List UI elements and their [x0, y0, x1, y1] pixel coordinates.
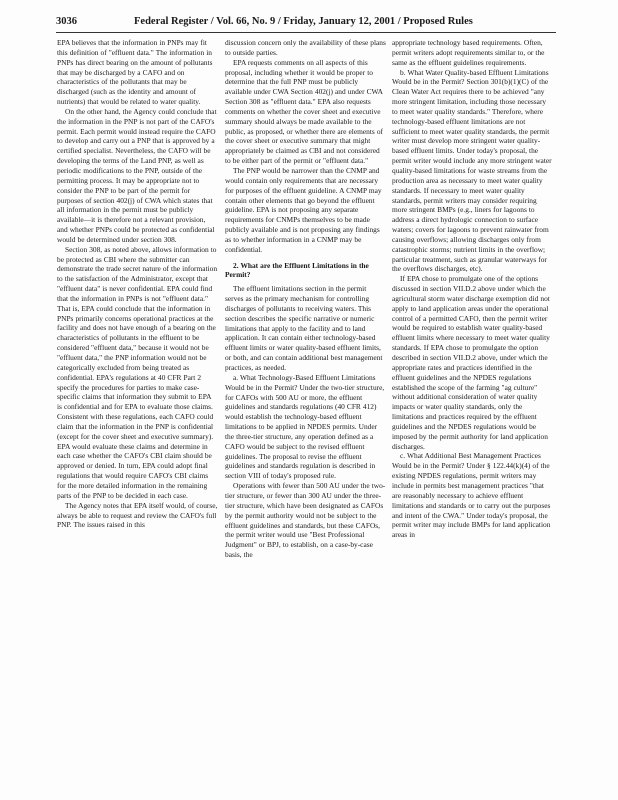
paragraph: c. What Additional Best Management Practices Would be in the Permit? Under § 122.44(k)(4) of the existing NPDES regulations, permit writers may include in permits best management practices "that are reasonably necessary to achieve effluent limitations and standards or to carry out the purposes and intent of the CWA." Under today's proposal, the permit writer may include BMPs for land application areas in — [392, 451, 551, 540]
paragraph: Operations with fewer than 500 AU under the two-tier structure, or fewer than 300 AU under the three-tier structure, which have been designated as CAFOs by the permit authority would not be subject to the effluent guidelines and standards, but these CAFOs, the permit writer would use "Best Professional Judgment" or BPJ, to establish, on a case-by-case basis, the — [225, 481, 386, 560]
paragraph: If EPA chose to promulgate one of the options discussed in section VII.D.2 above under which the agricultural storm water discharge exemption did not apply to land application areas under the operational control of a permitted CAFO, then the permit writer would be required to establish water quality-based effluent limits where necessary to meet water quality standards. If EPA chose to promulgate the option described in section VII.D.2 above, under which the appropriate rates and practices identified in the effluent guidelines and the NPDES regulations established the scope of the farming "ag culture" without additional consideration of water quality impacts or water quality standards, only the limitations and practices required by the effluent guidelines and the NPDES regulations would be imposed by the permit authority for land application discharges. — [392, 274, 550, 451]
paragraph: The effluent limitations section in the permit serves as the primary mechanism for controlling discharges of pollutants to receiving waters. This section describes the specific narrative or numeric limitations that apply to the facility and to land application. It can contain either technology-based effluent limits or water quality-based effluent limits, or both, and can contain additional best management practices, as needed. — [225, 284, 383, 372]
paragraph: EPA requests comments on all aspects of this proposal, including whether it would be proper to determine that the full PNP must be publicly available under CWA Section 402(j) and under CWA Section 308 as "effluent data." EPA also requests comments on whether the cover sheet and executive summary should always be made available to the public, as proposed, or whether there are elements of the cover sheet or executive summary that might appropriately be claimed as CBI and not considered to be either part of the permit or "effluent data." — [225, 57, 383, 166]
paragraph: Section 308, as noted above, allows information to be protected as CBI where the submitter can demonstrate the trade secret nature of the information to the satisfaction of the Administrator, except that "effluent data" is never confidential. EPA could find that the information in PNPs is not "effluent data." That is, EPA could conclude that the information in PNPs primarily concerns operational practices at the facility and does not have enough of a bearing on the characteristics of pollutants in the effluent to be considered "effluent data," because it would not be "effluent data," the PNP information would not be categorically excluded from being treated as confidential. EPA's regulations at 40 CFR Part 2 specify the procedures for parties to make case-specific claims that information they submit to EPA is confidential and for EPA to evaluate those claims. Consistent with these regulations, each CAFO could claim that the information in the PNP is confidential (except for the cover sheet and executive summary). EPA would evaluate these claims and determine in each case whether the CAFO's CBI claim should be approved or denied. In turn, EPA could adopt final regulations that would require CAFO's CBI claims for the more detailed information in the remaining parts of the PNP to be decided in each case. — [57, 244, 218, 500]
section-heading: 2. What are the Effluent Limitations in the Permit? — [225, 260, 369, 280]
text-column-2 — [225, 38, 386, 788]
paragraph: The Agency notes that EPA itself would, of course, always be able to request and review the CAFO's full PNP. The issues raised in this — [57, 500, 218, 530]
running-title: Federal Register / Vol. 66, No. 9 / Friday, January 12, 2001 / Proposed Rules — [134, 16, 473, 27]
paragraph: discussion concern only the availability of these plans to outside parties. — [225, 38, 386, 57]
paragraph: a. What Technology-Based Effluent Limitations Would be in the Permit? Under the two-tier structure, for CAFOs with 500 AU or more, the effluent guidelines and standards regulations (40 CFR 412) would establish the technology-based effluent limitations to be applied in NPDES permits. Under the three-tier structure, any operation defined as a CAFO would be subject to the revised effluent guidelines. The proposal to revise the effluent guidelines and standards regulation is described in section VIII of today's proposed rule. — [225, 372, 385, 481]
page-header — [56, 14, 556, 33]
paragraph: The PNP would be narrower than the CNMP and would contain only requirements that are necessary for purposes of the effluent guideline. A CNMP may contain other elements that go beyond the effluent guideline. EPA is not proposing any separate requirements for CNMPs themselves to be made publicly available and is not proposing any findings as to whether information in a CNMP may be confidential. — [225, 165, 382, 254]
paragraph: appropriate technology based requirements. Often, permit writers adopt requirements similar to, or the same as the effluent guidelines requirements. — [392, 38, 545, 67]
paragraph: b. What Water Quality-based Effluent Limitations Would be in the Permit? Section 301(b)(1)(C) of the Clean Water Act requires there to be achieved "any more stringent limitation, including those necessary to meet water quality standards." Therefore, where technology-based effluent limitations are not sufficient to meet water quality standards, the permit writer must develop more stringent water quality-based effluent limits. Under today's proposal, the permit writer would include any more stringent water quality-based limitations for waste streams from the production area as necessary to meet water quality standards. If necessary to meet water quality standards, permit writers may consider requiring more stringent BMPs (e.g., liners for lagoons to address a direct hydrologic connection to surface waters; covers for lagoons to prevent rainwater from causing overflows; allowing discharges only from catastrophic storms; nutrient limits in the overflow; particular treatment, such as granular waterways for the overflows discharges, etc). — [392, 67, 552, 274]
paragraph: EPA believes that the information in PNPs may fit this definition of "effluent data." The information in PNPs has direct bearing on the amount of pollutants that may be discharged by a CAFO and on characteristics of the pollutants that may be discharged (such as the identity and amount of nutrients) that would be related to water quality. — [57, 38, 213, 107]
page-number: 3036 — [56, 16, 77, 27]
text-column-1 — [57, 38, 218, 788]
text-column-3 — [392, 38, 553, 788]
paragraph: On the other hand, the Agency could conclude that the information in the PNP is not part of the CAFO's permit. Each permit would instead require the CAFO to develop and carry out a PNP that is approved by a certified specialist. Nevertheless, the CAFO will be developing the terms of the Land PNP, as well as periodic modifications to the PNP, outside of the permitting process. It may be appropriate not to consider the PNP to be part of the permit for purposes of section 402(j) of CWA which states that all information in the permit must be publicly available—it is therefore not a relevant provision, and whether PNPs could be protected as confidential would be determined under section 308. — [57, 106, 217, 244]
